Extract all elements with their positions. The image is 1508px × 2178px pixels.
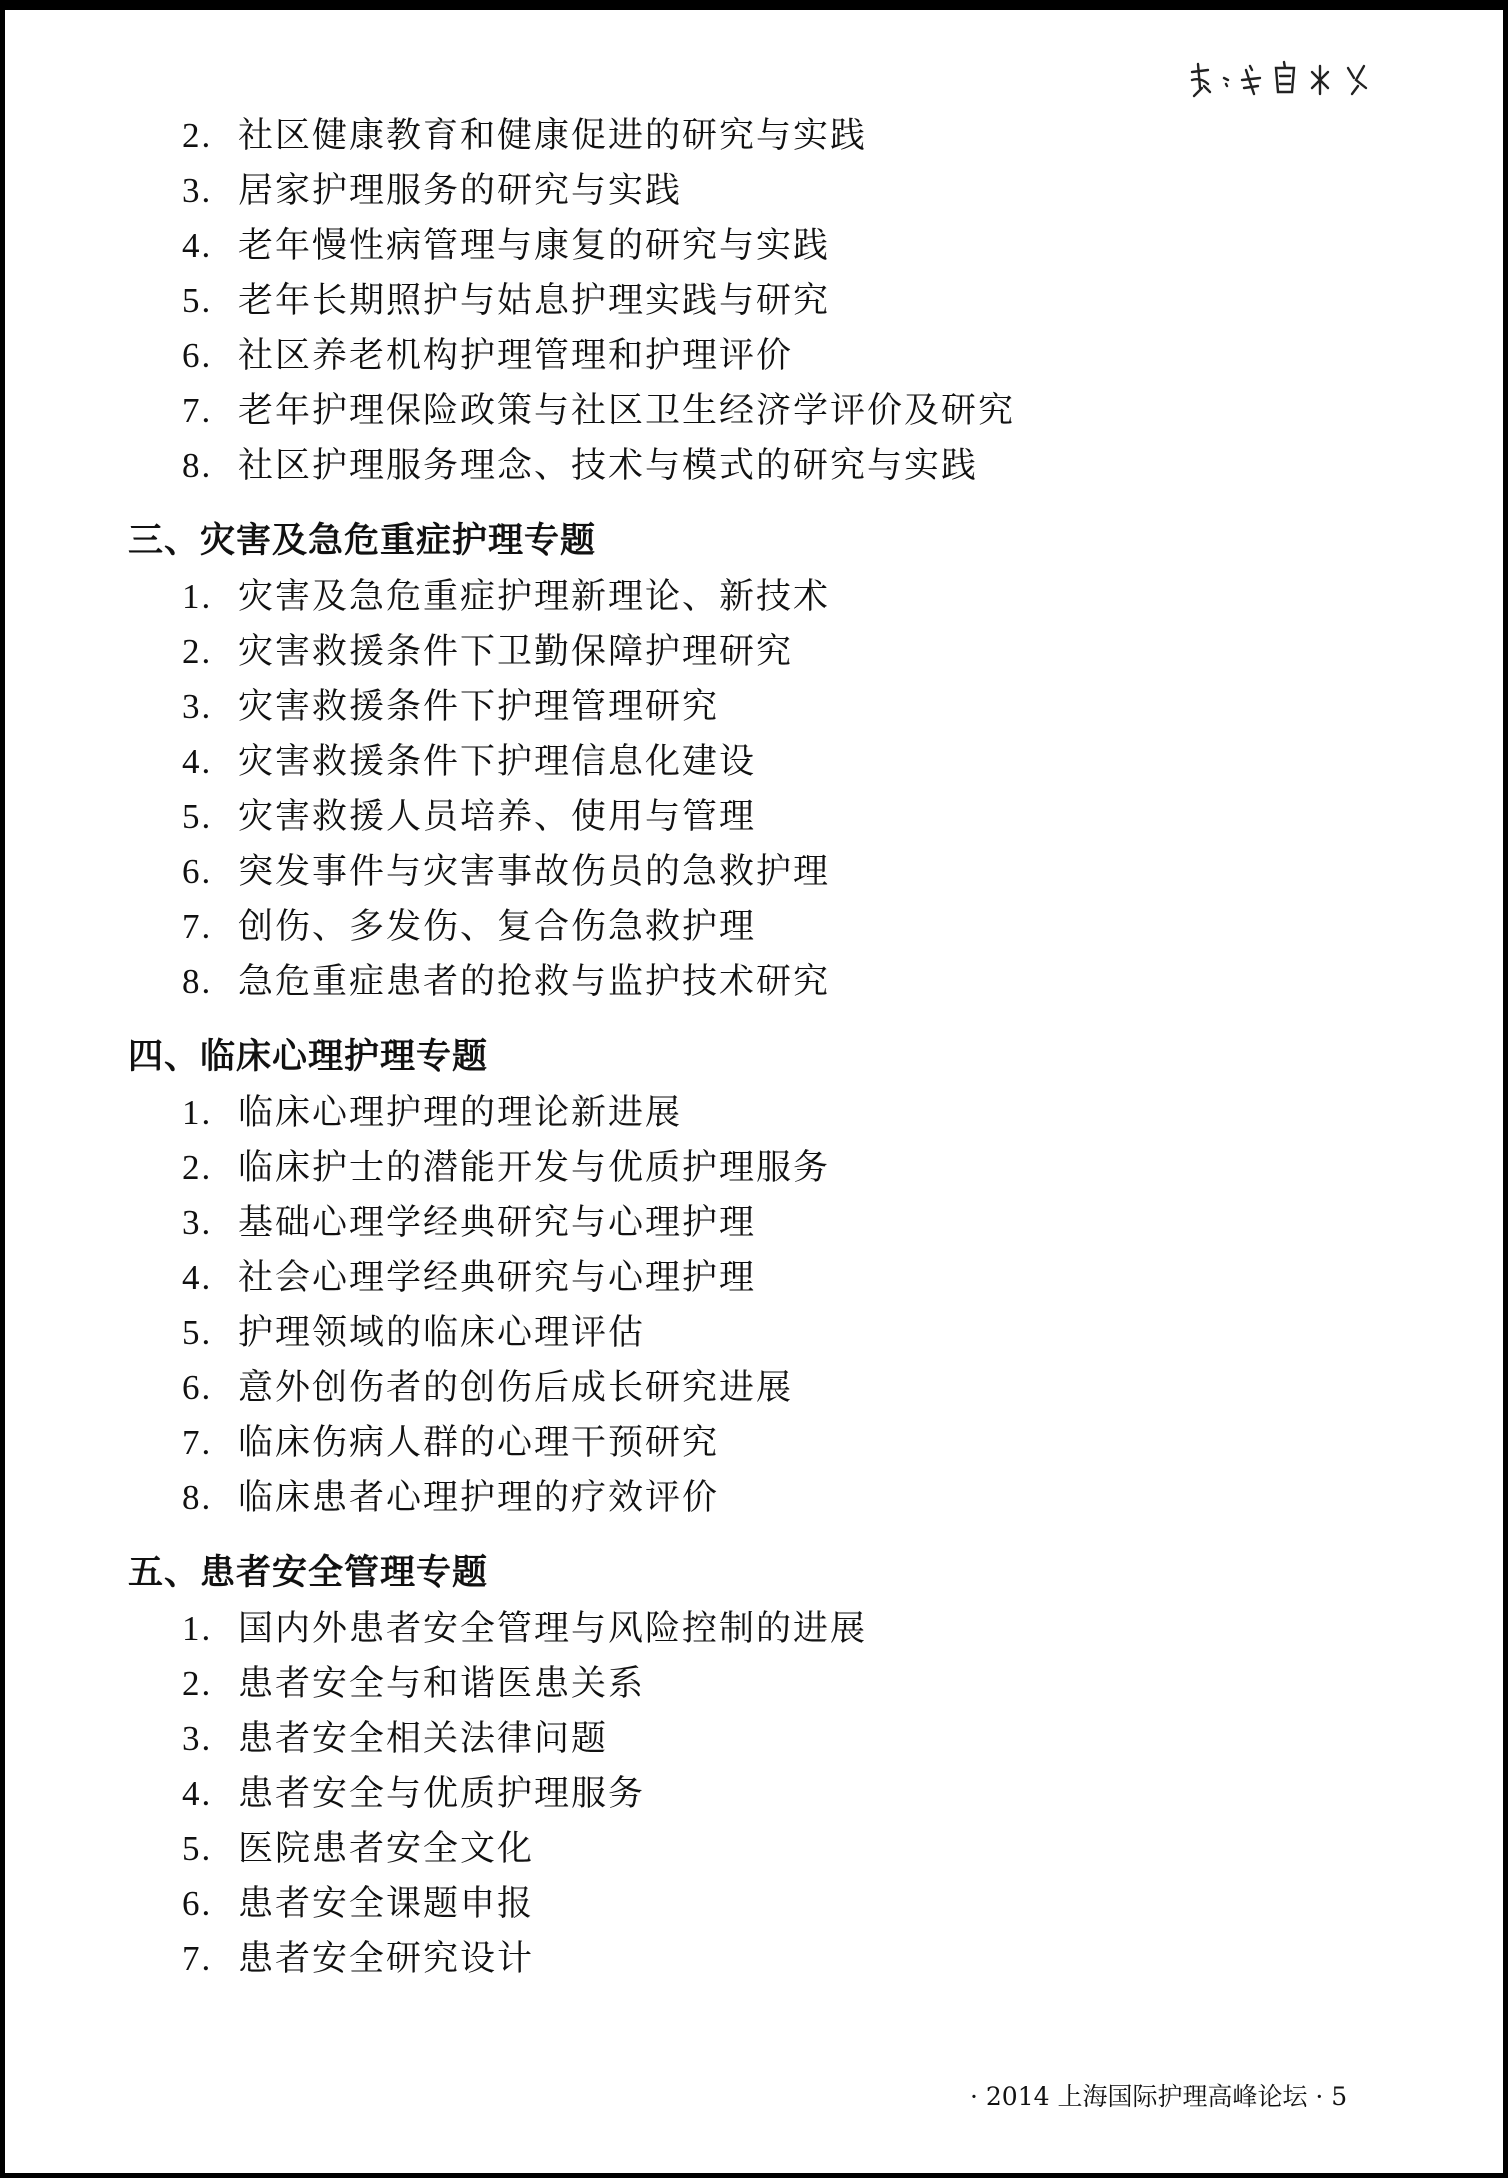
list-item: 7. 临床伤病人群的心理干预研究 (182, 1423, 720, 1463)
page-content (128, 108, 1378, 1986)
list-item: 4. 社会心理学经典研究与心理护理 (182, 1258, 757, 1298)
list-item: 1. 国内外患者安全管理与风险控制的进展 (182, 1609, 868, 1649)
section-3-heading: 三、灾害及急危重症护理专题 (128, 521, 597, 561)
list-item: 7. 创伤、多发伤、复合伤急救护理 (182, 907, 757, 947)
list-item: 3. 患者安全相关法律问题 (182, 1719, 609, 1759)
list-item: 7. 患者安全研究设计 (182, 1939, 535, 1979)
list-item: 1. 灾害及急危重症护理新理论、新技术 (182, 577, 831, 617)
list-item: 7. 老年护理保险政策与社区卫生经济学评价及研究 (182, 391, 1016, 431)
page-footer: · 2014 上海国际护理高峰论坛 · 5 (970, 2082, 1348, 2111)
list-item: 6. 社区养老机构护理管理和护理评价 (182, 336, 794, 376)
section-5-heading: 五、患者安全管理专题 (128, 1553, 489, 1593)
list-item: 6. 突发事件与灾害事故伤员的急救护理 (182, 852, 831, 892)
list-item: 8. 临床患者心理护理的疗效评价 (182, 1478, 720, 1518)
list-item: 5. 护理领域的临床心理评估 (182, 1313, 646, 1353)
list-item: 2. 临床护士的潜能开发与优质护理服务 (182, 1148, 831, 1188)
list-item: 5. 灾害救援人员培养、使用与管理 (182, 797, 757, 837)
list-item: 5. 老年长期照护与姑息护理实践与研究 (182, 281, 831, 321)
list-item: 5. 医院患者安全文化 (182, 1829, 535, 1869)
list-item: 8. 急危重症患者的抢救与监护技术研究 (182, 962, 831, 1002)
list-item: 8. 社区护理服务理念、技术与模式的研究与实践 (182, 446, 979, 486)
handwritten-signature (1188, 58, 1378, 102)
section-4-heading: 四、临床心理护理专题 (128, 1037, 489, 1077)
list-item: 4. 老年慢性病管理与康复的研究与实践 (182, 226, 831, 266)
list-item: 6. 患者安全课题申报 (182, 1884, 535, 1924)
section-3-list (128, 569, 1378, 1009)
list-item: 3. 灾害救援条件下护理管理研究 (182, 687, 720, 727)
list-item: 3. 居家护理服务的研究与实践 (182, 171, 683, 211)
list-item: 6. 意外创伤者的创伤后成长研究进展 (182, 1368, 794, 1408)
list-item: 2. 社区健康教育和健康促进的研究与实践 (182, 116, 868, 156)
section-5-list (128, 1601, 1378, 1986)
section-2-list (128, 108, 1378, 493)
list-item: 4. 患者安全与优质护理服务 (182, 1774, 646, 1814)
list-item: 3. 基础心理学经典研究与心理护理 (182, 1203, 757, 1243)
list-item: 2. 灾害救援条件下卫勤保障护理研究 (182, 632, 794, 672)
list-item: 4. 灾害救援条件下护理信息化建设 (182, 742, 757, 782)
list-item: 1. 临床心理护理的理论新进展 (182, 1093, 683, 1133)
section-4-list (128, 1085, 1378, 1525)
list-item: 2. 患者安全与和谐医患关系 (182, 1664, 646, 1704)
